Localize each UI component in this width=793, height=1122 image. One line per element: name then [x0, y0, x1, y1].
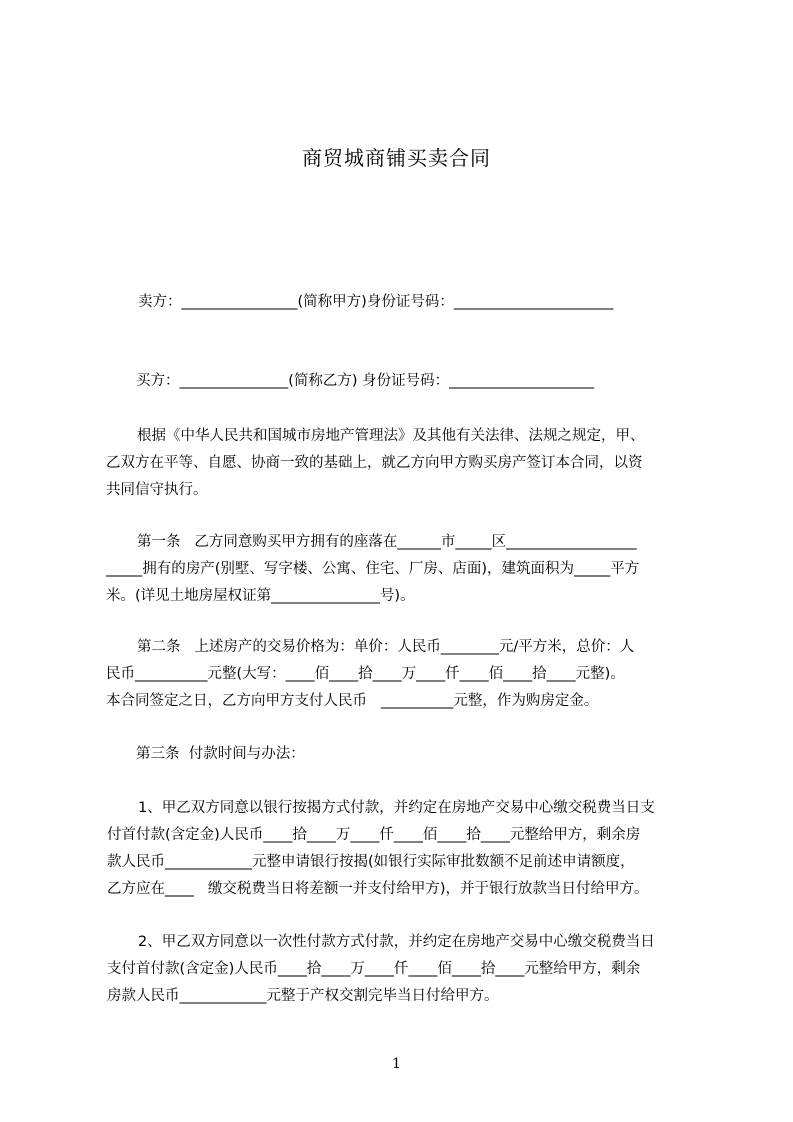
- page-number: 1: [392, 1056, 401, 1072]
- article1-line-1: 第一条 乙方同意购买甲方拥有的座落在______市_____区__________________: [137, 534, 637, 550]
- preamble-line-2: 乙双方在平等、自愿、协商一致的基础上，就乙方向甲方购买房产签订本合同，以资: [106, 455, 643, 471]
- clause1-line-2: 付首付款(含定金)人民币____拾____万____仟____佰____拾____元整给甲方，剩余房: [107, 827, 641, 843]
- article2-line-1: 第二条 上述房产的交易价格为：单价：人民币________元/平方米，总价：人: [137, 639, 635, 655]
- article1-line-3: 米。(详见土地房屋权证第_______________号)。: [106, 588, 415, 604]
- article2-line-3: 本合同签定之日，乙方向甲方支付人民币 __________元整，作为购房定金。: [106, 693, 599, 709]
- article2-line-2: 民币__________元整(大写：____佰____拾____万____仟____佰____拾____元整)。: [106, 666, 625, 682]
- clause2-line-2: 支付首付款(含定金)人民币____拾____万____仟____佰____拾____元整给甲方，剩余: [107, 961, 641, 977]
- preamble-line-3: 共同信守执行。: [106, 482, 208, 498]
- article3-title: 第三条 付款时间与办法：: [136, 746, 305, 762]
- clause1-line-4: 乙方应在____ 缴交税费当日将差额一并支付给甲方)，并于银行放款当日付给甲方。: [107, 881, 649, 897]
- seller-line: 卖方：________________(简称甲方)身份证号码：______________________: [138, 294, 614, 310]
- clause2-line-3: 房款人民币____________元整于产权交割完毕当日付给甲方。: [107, 988, 499, 1004]
- buyer-line: 买方：_______________(简称乙方) 身份证号码：____________________: [136, 373, 595, 389]
- clause2-line-1: 2、甲乙双方同意以一次性付款方式付款，并约定在房地产交易中心缴交税费当日: [138, 934, 655, 950]
- article1-line-2: _____拥有的房产(别墅、写字楼、公寓、住宅、厂房、店面)，建筑面积为_____平方: [106, 561, 640, 577]
- contract-title: 商贸城商铺买卖合同: [302, 146, 491, 170]
- clause1-line-3: 款人民币____________元整申请银行按揭(如银行实际审批数额不足前述申请额度，: [107, 854, 635, 870]
- preamble-line-1: 根据《中华人民共和国城市房地产管理法》及其他有关法律、法规之规定，甲、: [137, 428, 645, 444]
- clause1-line-1: 1、甲乙双方同意以银行按揭方式付款，并约定在房地产交易中心缴交税费当日支: [138, 800, 655, 816]
